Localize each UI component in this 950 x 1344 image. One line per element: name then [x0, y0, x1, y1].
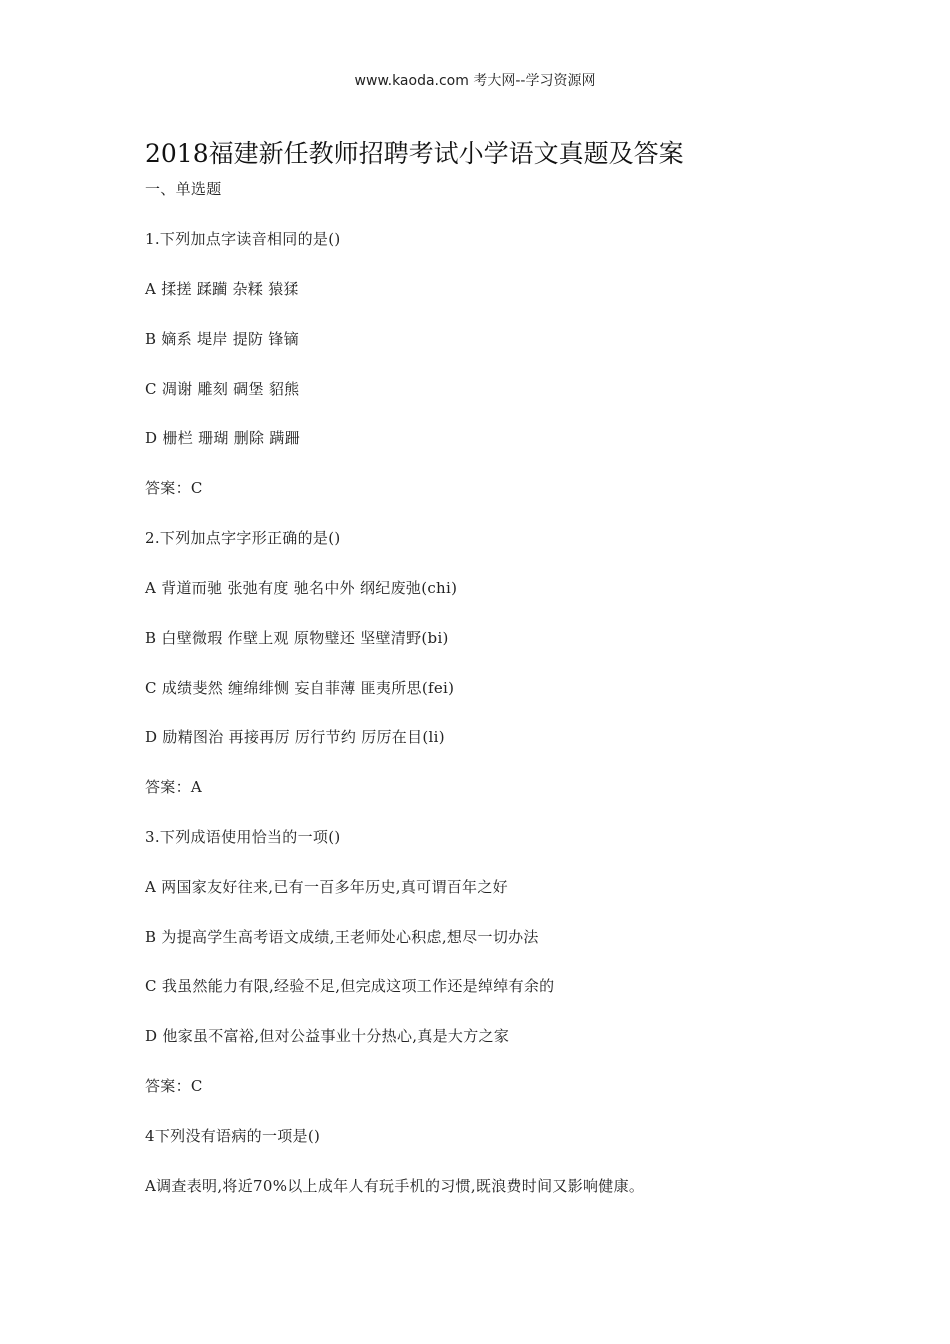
- question-2-answer: 答案：A: [145, 778, 203, 796]
- page-header: www.kaoda.com 考大网--学习资源网: [354, 73, 596, 89]
- question-1-option-c: C 凋谢 雕刻 碉堡 貂熊: [145, 380, 300, 398]
- question-3-option-b: B 为提高学生高考语文成绩,王老师处心积虑,想尽一切办法: [145, 928, 539, 946]
- question-2-stem: 2.下列加点字字形正确的是(): [145, 529, 341, 547]
- question-1-answer: 答案：C: [145, 479, 203, 497]
- section-heading: 一、单选题: [145, 180, 222, 198]
- question-2-option-a: A 背道而驰 张弛有度 驰名中外 纲纪废弛(chi): [145, 579, 458, 597]
- question-3-option-d: D 他家虽不富裕,但对公益事业十分热心,真是大方之家: [145, 1027, 510, 1045]
- question-2-option-b: B 白壁微瑕 作壁上观 原物璧还 坚壁清野(bi): [145, 629, 449, 647]
- question-1-option-a: A 揉搓 蹂躏 杂糅 猿猱: [145, 280, 299, 298]
- question-4-option-a: A调查表明,将近70%以上成年人有玩手机的习惯,既浪费时间又影响健康。: [145, 1177, 645, 1195]
- question-4-stem: 4下列没有语病的一项是(): [145, 1127, 321, 1145]
- question-2-option-d: D 励精图治 再接再厉 厉行节约 厉厉在目(li): [145, 728, 445, 746]
- question-3-stem: 3.下列成语使用恰当的一项(): [145, 828, 341, 846]
- question-1-option-b: B 嫡系 堤岸 提防 锋镝: [145, 330, 299, 348]
- question-3-option-c: C 我虽然能力有限,经验不足,但完成这项工作还是绰绰有余的: [145, 977, 555, 995]
- question-2-option-c: C 成绩斐然 缠绵绯恻 妄自菲薄 匪夷所思(fei): [145, 679, 455, 697]
- question-3-option-a: A 两国家友好往来,已有一百多年历史,真可谓百年之好: [145, 878, 508, 896]
- question-1-option-d: D 栅栏 珊瑚 删除 蹒跚: [145, 429, 300, 447]
- question-3-answer: 答案：C: [145, 1077, 203, 1095]
- question-1-stem: 1.下列加点字读音相同的是(): [145, 230, 341, 248]
- document-title: 2018福建新任教师招聘考试小学语文真题及答案: [145, 139, 684, 168]
